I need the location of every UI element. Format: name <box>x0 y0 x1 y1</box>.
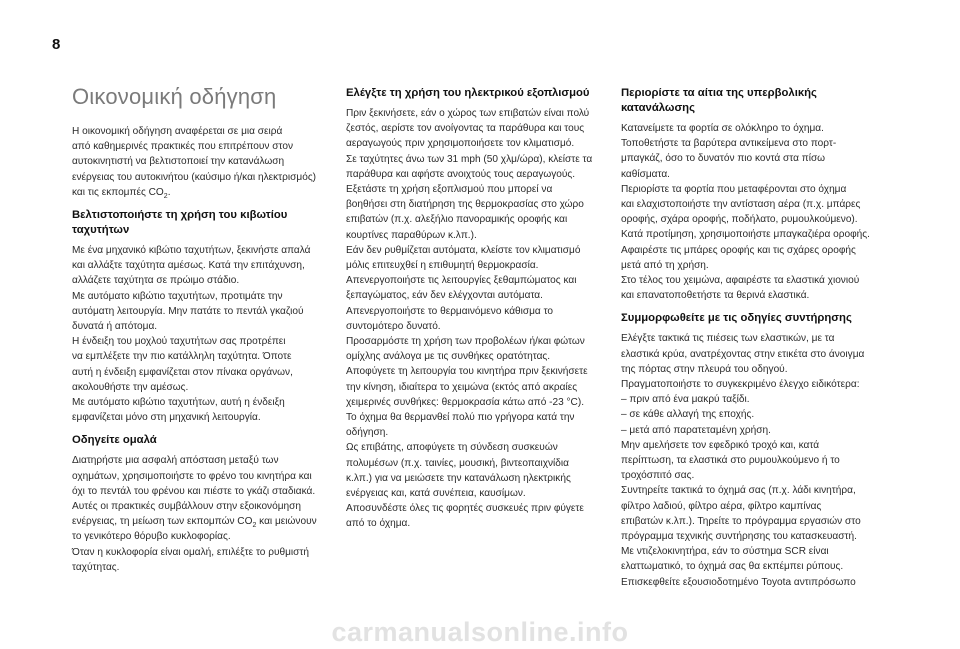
text-line: και μειώνουν <box>256 516 317 528</box>
text-line: ομίχλης ανάλογα με τις συνθήκες ορατότητας. <box>346 351 551 363</box>
text-line: Πραγματοποιήστε το συγκεκριμένο έλεγχο ειδικότερα: <box>621 379 860 391</box>
text-line: Συντηρείτε τακτικά το όχημά σας (π.χ. λάδι κινητήρα, <box>621 485 856 497</box>
text-line: εμφανίζεται μόνο στη μηχανική λειτουργία. <box>72 412 261 424</box>
text-line: οδήγηση. <box>346 427 389 439</box>
text-line: Με ντιζελοκινητήρα, εάν το σύστημα SCR είναι <box>621 546 829 558</box>
text-line: Η οικονομική οδήγηση αναφέρεται σε μια σειρά <box>72 126 283 137</box>
text-line: οροφής, σχάρα οροφής, ποδήλατο, ρυμουλκούμενο). <box>621 214 858 226</box>
consumption-paragraph <box>621 121 873 303</box>
text-line: Αφαιρέστε τις μπάρες οροφής και τις σχάρες οροφής <box>621 244 856 256</box>
text-line: αυτή η ένδειξη εμφανίζεται στον πίνακα οργάνων, <box>72 366 293 378</box>
heading-line: Βελτιστοποιήστε τη χρήση του κιβωτίου <box>72 209 288 222</box>
list-item: – μετά από παρατεταμένη χρήση. <box>621 424 771 436</box>
text-line: Μην αμελήσετε τον εφεδρικό τροχό και, κατά <box>621 439 820 451</box>
text-line: καθίσματα. <box>621 168 670 180</box>
column-consumption-maintenance <box>621 86 873 590</box>
intro-paragraph <box>72 124 324 200</box>
text-line: Αποσυνδέστε όλες τις φορητές συσκευές πριν φύγετε <box>346 503 584 515</box>
list-item: – σε κάθε αλλαγή της εποχής. <box>621 409 755 421</box>
column-economy-driving <box>72 84 324 575</box>
text-line: Ελέγξτε τακτικά τις πιέσεις των ελαστικών, με τα <box>621 333 835 345</box>
text-line: Τοποθετήστε τα βαρύτερα αντικείμενα στο πορτ- <box>621 138 837 150</box>
text-line: περίπτωση, τα ελαστικά στο ρυμουλκούμενο ή το <box>621 455 840 467</box>
text-line: πολυμέσων (π.χ. ταινίες, μουσική, βιντεοπαιχνίδια <box>346 457 569 469</box>
text-line: Η ένδειξη του μοχλού ταχυτήτων σας προτρέπει <box>72 336 286 348</box>
text-line: από καθημερινές πρακτικές που επιτρέπουν στον <box>72 141 293 153</box>
text-line: να εμπλέξετε την πιο κατάλληλη ταχύτητα. Όποτε <box>72 351 292 363</box>
subscript: 2 <box>252 522 257 530</box>
text-line: Περιορίστε τα φορτία που μεταφέρονται στο όχημα <box>621 183 847 195</box>
text-line: και τις εκπομπές CO <box>72 186 164 198</box>
text-line: ζεστός, αερίστε τον ανοίγοντας τα παράθυρα και τους <box>346 123 585 135</box>
text-line: Πριν ξεκινήσετε, εάν ο χώρος των επιβατών είναι πολύ <box>346 108 590 119</box>
text-line: Εξετάστε τη χρήση εξοπλισμού που μπορεί να <box>346 184 553 196</box>
gearbox-paragraph <box>72 243 324 425</box>
page-title: Οικονομική οδήγηση <box>72 84 277 109</box>
text-line: Κατά προτίμηση, χρησιμοποιήστε μπαγκαζιέρα οροφής. <box>621 229 870 241</box>
text-line: ενέργειας και, κατά συνέπεια, καυσίμων. <box>346 488 526 500</box>
list-item: – πριν από ένα μακρύ ταξίδι. <box>621 394 750 406</box>
text-line: όχι το πεντάλ του φρένου και πιέστε το γκάζι σταδιακά. <box>72 485 316 497</box>
section-heading-gearbox <box>72 208 324 238</box>
text-line: βοηθήσει στη διατήρηση της θερμοκρασίας στο χώρο <box>346 199 584 211</box>
text-line: Απενεργοποιήστε τις λειτουργίες ξεθαμπώματος και <box>346 275 577 287</box>
text-line: Στο τέλος του χειμώνα, αφαιρέστε τα ελαστικά χιονιού <box>621 275 860 287</box>
text-line: αλλάζετε ταχύτητα σε πρώιμο στάδιο. <box>72 275 240 287</box>
text-line: συντομότερο δυνατό. <box>346 320 441 332</box>
subscript: 2 <box>163 192 168 200</box>
text-line: οχημάτων, χρησιμοποιήστε το φρένο του κινητήρα και <box>72 470 312 482</box>
heading-line: κατανάλωσης <box>621 102 695 114</box>
text-line: αεραγωγούς πριν χρησιμοποιήσετε τον κλιματισμό. <box>346 138 575 150</box>
text-line: και επανατοποθετήστε τα θερινά ελαστικά. <box>621 290 810 302</box>
text-line: επιβατών (π.χ. αλεξήλιο πανοραμικής οροφής και <box>346 214 568 226</box>
text-line: κουρτίνες παραθύρων κ.λπ.). <box>346 229 477 241</box>
text-line: Με αυτόματο κιβώτιο ταχυτήτων, αυτή η ένδειξη <box>72 397 285 409</box>
section-heading-excess-consumption <box>621 86 873 116</box>
text-line: Εάν δεν ρυθμίζεται αυτόματα, κλείστε τον κλιματισμό <box>346 244 581 256</box>
text-line: Όταν η κυκλοφορία είναι ομαλή, επιλέξτε το ρυθμιστή <box>72 546 309 558</box>
section-heading-maintenance: Συμμορφωθείτε με τις οδηγίες συντήρησης <box>621 312 852 325</box>
text-line: αυτόματη λειτουργία. Μην πατάτε το πεντάλ γκαζιού <box>72 305 304 317</box>
text-line: από το όχημα. <box>346 518 411 530</box>
text-line: φίλτρο λαδιού, φίλτρο αέρα, φίλτρο καμπίνας <box>621 500 822 512</box>
text-line: επιβατών κ.λπ.). Τηρείτε το πρόγραμμα εργασιών στο <box>621 515 861 527</box>
text-line: Απενεργοποιήστε το θερμαινόμενο κάθισμα το <box>346 305 554 317</box>
text-line: Το όχημα θα θερμανθεί πολύ πιο γρήγορα κατά την <box>346 412 575 424</box>
text-line: . <box>167 186 171 198</box>
text-line: ενέργειας, τη μείωση των εκπομπών CO <box>72 516 253 528</box>
text-line: Προσαρμόστε τη χρήση των προβολέων ή/και φώτων <box>346 336 585 348</box>
text-line: ενέργειας του αυτοκινήτου (καύσιμο ή/και ηλεκτρισμός) <box>72 171 317 183</box>
text-line: παράθυρα και αφήστε ανοιχτούς τους αεραγωγούς. <box>346 168 576 180</box>
text-line: Ως επιβάτης, αποφύγετε τη σύνδεση συσκευών <box>346 442 558 454</box>
text-line: Επισκεφθείτε εξουσιοδοτημένο Toyota αντιπρόσωπο <box>621 576 856 588</box>
text-line: πρόγραμμα τεχνικής συντήρησης του κατασκευαστή. <box>621 531 857 543</box>
text-line: Διατηρήστε μια ασφαλή απόσταση μεταξύ των <box>72 455 279 467</box>
text-line: ακολουθήστε την αμέσως. <box>72 381 189 393</box>
text-line: χειμερινές συνθήκες: θερμοκρασία κάτω από -23 °C). <box>346 396 585 408</box>
text-line: κ.λπ.) για να μειώσετε την κατανάλωση ηλεκτρικής <box>346 472 571 484</box>
text-line: Με αυτόματο κιβώτιο ταχυτήτων, προτιμάτε την <box>72 290 283 302</box>
text-line: μετά από τη χρήση. <box>621 259 709 271</box>
text-line: Σε ταχύτητες άνω των 31 mph (50 χλμ/ώρα), κλείστε τα <box>346 153 593 165</box>
text-line: Κατανείμετε τα φορτία σε ολόκληρο το όχημα. <box>621 123 824 134</box>
text-line: ελαττωματικό, το όχημά σας θα εκπέμπει ρύπους. <box>621 561 844 573</box>
maintenance-paragraph <box>621 331 873 589</box>
text-line: ελαστικά κρύα, ανατρέχοντας στην ετικέτα στο άνοιγμα <box>621 348 865 360</box>
text-line: μόλις επιτευχθεί η επιθυμητή θερμοκρασία. <box>346 260 539 272</box>
text-line: δυνατά ή απότομα. <box>72 321 158 333</box>
text-line: Με ένα μηχανικό κιβώτιο ταχυτήτων, ξεκινήστε απαλά <box>72 245 311 257</box>
text-line: και ελαχιστοποιήστε την αντίσταση αέρα (π.χ. μπάρες <box>621 199 861 211</box>
section-heading-smooth-driving: Οδηγείτε ομαλά <box>72 434 157 447</box>
heading-line: Περιορίστε τα αίτια της υπερβολικής <box>621 87 817 99</box>
text-line: Αυτές οι πρακτικές συμβάλλουν στην εξοικονόμηση <box>72 501 301 513</box>
text-line: το γενικότερο θόρυβο κυκλοφορίας. <box>72 531 231 543</box>
electrical-paragraph <box>346 106 598 532</box>
text-line: μπαγκάζ, όσο το δυνατόν πιο κοντά στα πίσω <box>621 153 826 165</box>
watermark: carmanualsonline.info <box>331 617 629 647</box>
text-line: ξεπαγώματος, εάν δεν ελέγχονται αυτόματα. <box>346 290 543 302</box>
page-number: 8 <box>52 36 61 53</box>
heading-line: ταχυτήτων <box>72 224 130 237</box>
text-line: και αλλάξτε ταχύτητα αμέσως. Κατά την επιτάχυνση, <box>72 260 305 272</box>
section-heading-electrical: Ελέγξτε τη χρήση του ηλεκτρικού εξοπλισμού <box>346 87 590 99</box>
text-line: της πόρτας στην πλευρά του οδηγού. <box>621 363 788 375</box>
text-line: Αποφύγετε τη λειτουργία του κινητήρα πριν ξεκινήσετε <box>346 366 588 378</box>
column-electrical-equipment <box>346 86 598 532</box>
text-line: ταχύτητας. <box>72 561 120 573</box>
smooth-driving-paragraph <box>72 453 324 575</box>
text-line: τροχόσπιτό σας. <box>621 470 695 482</box>
text-line: την κίνηση, ιδιαίτερα το χειμώνα (εκτός από ακραίες <box>346 381 578 393</box>
text-line: αυτοκινητιστή να βελτιστοποιεί την κατανάλωση <box>72 156 285 168</box>
